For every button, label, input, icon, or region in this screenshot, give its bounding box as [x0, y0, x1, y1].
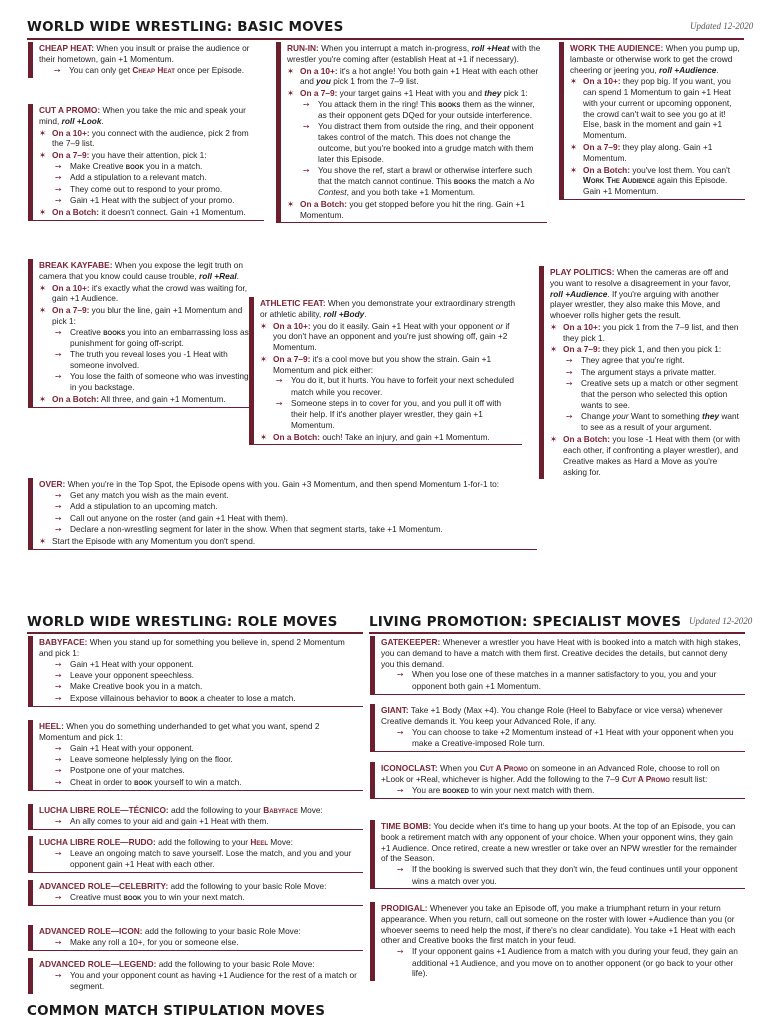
tecnico-move: LUCHA LIBRE ROLE—TÉCNICO: add the following to your Babyface Move: ➙ An ally comes to your aid and gain +1 Heat with them.: [28, 804, 363, 830]
iconoclast-move: ICONOCLAST: When you Cut A Promo on someone in an Advanced Role, choose to roll on +Look or +Real, whichever is higher. Add the following to the 7–9 Cut A Promo result list: ➙ You are booked to win your next match with them.: [370, 762, 745, 799]
updated-date-2: Updated 12-2020: [689, 616, 753, 626]
role-moves-title: WORLD WIDE WRESTLING: ROLE MOVES: [27, 614, 338, 630]
heel-move: HEEL: When you do something underhanded to get what you want, spend 2 Momentum and pick 1: ➙ Gain +1 Heat with your opponent. ➙ Leave someone helplessly lying on the floor. ➙ Postpone one of your matches. ➙ Cheat in order to book yourself to win a match.: [28, 720, 363, 791]
gatekeeper-move: GATEKEEPER: Whenever a wrestler you have Heat with is booked into a match with high stakes, you can demand to have a match with them first. Creative decides the details, but cannot deny you this demand. ➙ When you lose one of these matches in a manner satisfactory to you, you and your opponent both gain +1 Momentum.: [370, 636, 745, 695]
work-the-audience-move: WORK THE AUDIENCE: When you pump up, lambaste or otherwise work to get the crowd cheering or jeering you, roll +Audience. ✶ On a 10+: they pop big. If you want, you can spend 1 Momentum to gain +1 Heat with your current or upcoming opponent, the crowd can't wait to see you go at it! Else, bask in the moment and gain +1 Momentum. ✶ On a 7–9: they play along. Gain +1 Momentum. ✶ On a Botch: you've lost them. You can't Work The Audience again this Episode. Gain +1 Momentum.: [559, 42, 745, 200]
babyface-move: BABYFACE: When you stand up for something you believe in, spend 2 Momentum and pick 1: ➙ Gain +1 Heat with your opponent. ➙ Leave your opponent speechless. ➙ Make Creative book you in a match. ➙ Expose villainous behavior to book a cheater to lose a match.: [28, 636, 363, 707]
cut-a-promo-move: CUT A PROMO: When you take the mic and speak your mind, roll +Look. ✶ On a 10+: you connect with the audience, pick 2 from the 7–9 list. ✶ On a 7–9: you have their attention, pick 1: ➙ Make Creative book you in a match. ➙ Add a stipulation to a relevant match. ➙ They come out to respond to your promo. ➙ Gain +1 Heat with the subject of your promo. ✶ On a Botch: it doesn't connect. Gain +1 Momentum.: [28, 104, 264, 221]
prodigal-move: PRODIGAL: Whenever you take an Episode off, you make a triumphant return in your return appearance. When you return, call out someone on the roster with lower +Audience than you (or whoever seems to need help the most, if there's no clear candidate). You take +1 Heat with each other and Creative books the first match in your feud. ➙ If your opponent gains +1 Audience from a match with you during your feud, they gain an additional +1 Audience, and you move on to another opponent (or go back to your other life).: [370, 902, 745, 981]
time-bomb-move: TIME BOMB: You decide when it's time to hang up your boots. At the top of an Episode, you can book a retirement match with any opponent of your choice. When your opponent wins, they gain +1 Audience. Once retired, create a new wrestler or take over an NPW wrestler for the remainder of the Season. ➙ If the booking is swerved such that they don't win, the feud continues until your opponent wins a match over you.: [370, 820, 745, 889]
over-move: OVER: When you're in the Top Spot, the Episode opens with you. Gain +3 Momentum, and then spend Momentum 1-for-1 to: ➙ Get any match you wish as the main event. ➙ Add a stipulation to an upcoming match. ➙ Call out anyone on the roster (and gain +1 Heat with them). ➙ Declare a non-wrestling segment for later in the show. When that segment starts, take +1 Momentum. ✶ Start the Episode with any Momentum you don't spend.: [28, 478, 537, 550]
rudo-move: LUCHA LIBRE ROLE—RUDO: add the following to your Heel Move: ➙ Leave an ongoing match to save yourself. Lose the match, and you and your opponent gain +1 Heat with each other.: [28, 836, 363, 873]
icon-move: ADVANCED ROLE—ICON: add the following to your basic Role Move: ➙ Make any roll a 10+, for you or someone else.: [28, 925, 363, 951]
run-in-move: RUN-IN: When you interrupt a match in-progress, roll +Heat with the wrestler you're coming after (establish Heat at +1 if necessary). ✶ On a 10+: it's a hot angle! You both gain +1 Heat with each other and you pick 1 from the 7–9 list. ✶ On a 7–9: your target gains +1 Heat with you and they pick 1: ➙ You attack them in the ring! This books them as the winner, as their opponent gets DQed for your outside interference. ➙ You distract them from outside the ring, and their opponent takes control of the match. This does not change the outcome, but you're booked into a grudge match with them later this Episode. ➙ You shove the ref, start a brawl or otherwise interfere such that the match cannot continue. This books the match a No Contest, and you both take +1 Momentum. ✶ On a Botch: you get stopped before you hit the ring. Gain +1 Momentum.: [276, 42, 547, 223]
basic-moves-title: WORLD WIDE WRESTLING: BASIC MOVES: [27, 19, 344, 35]
play-politics-move: PLAY POLITICS: When the cameras are off and you want to resolve a disagreement in your favor, roll +Audience. If you're arguing with another player wrestler, they also make this Move, and whoever rolls higher gets the result. ✶ On a 10+: you pick 1 from the 7–9 list, and then they pick 1. ✶ On a 7–9: they pick 1, and then you pick 1: ➙ They agree that you're right. ➙ The argument stays a private matter. ➙ Creative sets up a match or other segment that the person who selected this option wants to see. ➙ Change your Want to something they want to see as a result of your argument. ✶ On a Botch: you lose -1 Heat with them (or with each other, if confronting a player wrestler), and Creative makes as Hard a Move as you're asking for.: [539, 266, 745, 479]
role-title-rule: [27, 632, 363, 634]
specialist-title-rule: [369, 632, 745, 634]
legend-move: ADVANCED ROLE—LEGEND: add the following to your basic Role Move: ➙ You and your opponent count as having +1 Audience for the rest of a match or segment.: [28, 958, 363, 994]
giant-move: GIANT: Take +1 Body (Max +4). You change Role (Heel to Babyface or vice versa) whenever Creative demands it. You keep your Advanced Role, if any. ➙ You can choose to take +2 Momentum instead of +1 Heat with your opponent when you make a Creative-imposed Role turn.: [370, 704, 745, 752]
title-rule: [27, 38, 744, 40]
cheap-heat-move: CHEAP HEAT: When you insult or praise the audience or their hometown, gain +1 Momentum. ➙ You can only get Cheap Heat once per Episode.: [28, 42, 264, 78]
athletic-feat-move: ATHLETIC FEAT: When you demonstrate your extraordinary strength or athletic ability, roll +Body. ✶ On a 10+: you do it easily. Gain +1 Heat with your opponent or if you don't have an opponent and you're just showing off, gain +2 Momentum. ✶ On a 7–9: it's a cool move but you show the strain. Gain +1 Momentum and pick either: ➙ You do it, but it hurts. You have to forfeit your next scheduled match while you recover. ➙ Someone steps in to cover for you, and you pull it off with their help. If it's another player wrestler, they gain +1 Momentum. ✶ On a Botch: ouch! Take an injury, and gain +1 Momentum.: [249, 297, 522, 445]
break-kayfabe-move: BREAK KAYFABE: When you expose the legit truth on camera that you know could cause trouble, roll +Real. ✶ On a 10+: it's exactly what the crowd was waiting for, gain +1 Audience. ✶ On a 7–9: you blur the line, gain +1 Momentum and pick 1: ➙ Creative books you into an embarrassing loss as punishment for going off-script. ➙ The truth you reveal loses you -1 Heat with someone involved. ➙ You lose the faith of someone who was investing in you backstage. ✶ On a Botch: All three, and gain +1 Momentum.: [28, 259, 254, 408]
specialist-moves-title: LIVING PROMOTION: SPECIALIST MOVES: [369, 614, 682, 630]
celebrity-move: ADVANCED ROLE—CELEBRITY: add the following to your basic Role Move: ➙ Creative must book you to win your next match.: [28, 880, 363, 906]
stipulation-moves-title: COMMON MATCH STIPULATION MOVES: [27, 1003, 326, 1019]
updated-date: Updated 12-2020: [690, 21, 754, 31]
